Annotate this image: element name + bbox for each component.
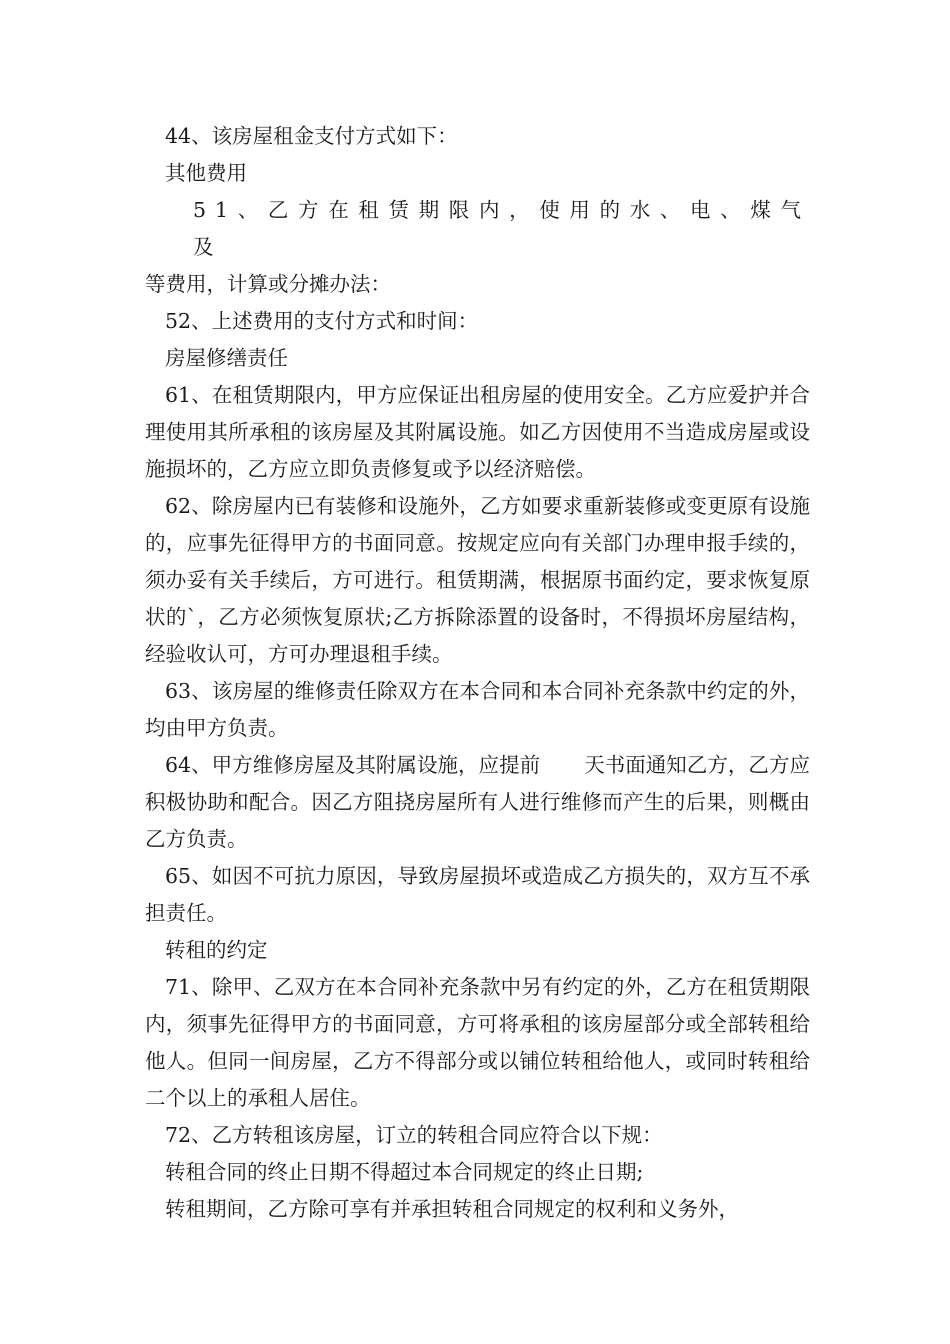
- section-heading-repair: 房屋修缮责任: [165, 346, 288, 370]
- paragraph-64-part1: 64、甲方维修房屋及其附属设施，应提前: [165, 753, 541, 777]
- section-heading-other-fees: 其他费用: [165, 161, 247, 185]
- paragraph-64-part2: 天书面通知乙方，乙方应积极协助和配合。因乙方阻挠房屋所有人进行维修而产生的后果，则概由乙方负责。: [145, 753, 810, 851]
- paragraph-61: 61、在租赁期限内，甲方应保证出租房屋的使用安全。乙方应爱护并合理使用其所承租的该房屋及其附属设施。如乙方因使用不当造成房屋或设施损坏的，乙方应立即负责修复或予以经济赔偿。: [145, 383, 810, 481]
- paragraph-71: 71、除甲、乙双方在本合同补充条款中另有约定的外，乙方在租赁期限内，须事先征得甲方的书面同意，方可将承租的该房屋部分或全部转租给他人。但同一间房屋，乙方不得部分或以铺位转租给他人，或同时转租给二个以上的承租人居住。: [145, 975, 810, 1110]
- paragraph-52: 52、上述费用的支付方式和时间：: [165, 309, 479, 333]
- paragraph-65: 65、如因不可抗力原因，导致房屋损坏或造成乙方损失的，双方互不承担责任。: [145, 864, 810, 925]
- paragraph-44: 44、该房屋租金支付方式如下：: [165, 124, 458, 148]
- paragraph-sublease-term: 转租合同的终止日期不得超过本合同规定的终止日期;: [165, 1160, 644, 1184]
- section-heading-sublease: 转租的约定: [165, 938, 268, 962]
- paragraph-51-continued: 等费用，计算或分摊办法：: [145, 272, 391, 296]
- paragraph-72: 72、乙方转租该房屋，订立的转租合同应符合以下规：: [165, 1123, 663, 1147]
- paragraph-62: 62、除房屋内已有装修和设施外，乙方如要求重新装修或变更原有设施的，应事先征得甲方的书面同意。按规定应向有关部门办理申报手续的，须办妥有关手续后，方可进行。租赁期满，根据原书面约定，要求恢复原状的`，乙方必须恢复原状;乙方拆除添置的设备时，不得损坏房屋结构，经验收认可，方可办理退租手续。: [145, 494, 810, 666]
- paragraph-64: [145, 747, 810, 858]
- paragraph-sublease-period: 转租期间，乙方除可享有并承担转租合同规定的权利和义务外，: [165, 1197, 739, 1221]
- paragraph-51: 51、乙方在租赁期限内，使用的水、电、煤气及: [193, 198, 810, 259]
- paragraph-63: 63、该房屋的维修责任除双方在本合同和本合同补充条款中约定的外，均由甲方负责。: [145, 679, 810, 740]
- document-body: [145, 118, 810, 1228]
